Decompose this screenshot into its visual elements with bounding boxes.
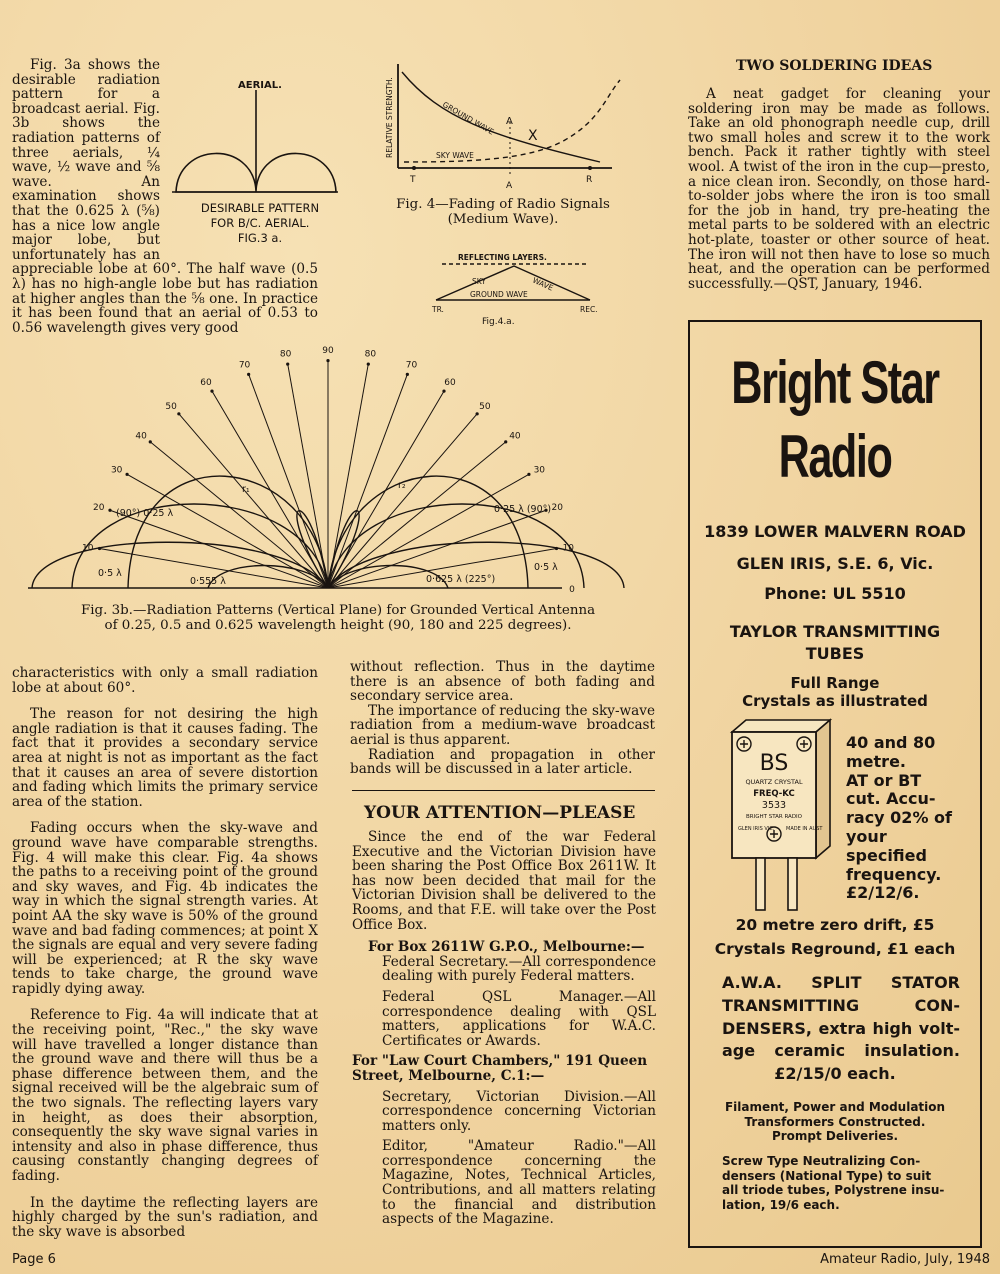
soldering-body [688, 87, 990, 303]
ad-taylor-2: TUBES [805, 644, 865, 663]
intro-paragraph: Fig. 3a shows the desirable radiation pattern for a broadcast aerial. Fig. 3b shows the radiation patterns of three aerials, ¼ wave, ½ wave and ⅝ wave. An examination shows that the 0.625 λ (⅝) has a nice low angle major lobe, but unfortunately has an appreciable lobe at 60°. The half wave (0.5 λ) has no high-angle lobe but has radiation at higher angles than the ⅝ one. In practice it has been found that an aerial of 0.53 to 0.56 wavelength gives very good [12, 57, 318, 336]
ad-address-1: 1839 LOWER MALVERN ROAD [704, 522, 966, 541]
spec-line-2: metre. [846, 751, 906, 771]
fig4-graph [380, 58, 630, 192]
ad-phone: Phone: UL 5510 [764, 584, 906, 603]
fig3b-tick-left-10: 10 [81, 543, 94, 554]
fig3b-radial-dot-30 [527, 473, 530, 476]
fig3b-tick-left-80: 80 [279, 349, 292, 360]
fig3b-radial-dot-150 [125, 473, 128, 476]
col2-para-3: Radiation and propagation in other bands will be discussed in a later article. [350, 746, 655, 778]
fig3b-radial-dot-110 [247, 373, 250, 376]
fig3b-diagram [20, 340, 650, 608]
attention-title: YOUR ATTENTION—PLEASE [364, 803, 636, 823]
fig4a-layers-label: REFLECTING LAYERS. [458, 253, 547, 262]
page-number: Page 6 [12, 1252, 56, 1267]
fig3b-radial-dot-50 [476, 412, 479, 415]
screw-line-1: Screw Type Neutralizing Con- [722, 1154, 921, 1168]
fig4a-wave-label: WAVE [531, 275, 555, 293]
crystal-bs: BS [759, 751, 789, 776]
fig3a-line3: FIG.3 a. [237, 231, 283, 245]
fig3b-radial-dot-100 [286, 362, 289, 365]
fig4a-tr-label: TR. [432, 305, 444, 314]
fig4-a-bottom: A [506, 181, 513, 191]
fig3b-caption-line1: Fig. 3b.—Radiation Patterns (Vertical Plane) for Grounded Vertical Antenna [80, 603, 596, 618]
fig3b-tick-right-70: 70 [405, 360, 418, 371]
fig3b-tick-right-0: 0 [569, 585, 575, 595]
ad-drift: 20 metre zero drift, £5 [735, 916, 935, 934]
fig4a-rec-label: REC. [580, 305, 598, 314]
fig3b-radial-dot-90 [326, 359, 329, 362]
fig3b-label-q-right: 0·25 λ (90°) [494, 504, 552, 515]
spec-line-5: racy 02% of [846, 808, 952, 828]
fig4a-ground-label: GROUND WAVE [470, 290, 528, 299]
col2-para-1: without reflection. Thus in the daytime there is an absence of both fading and secondary service area. [350, 659, 655, 705]
ad-brand-line1: Bright Star [731, 349, 939, 416]
spec-line-6: your [846, 826, 887, 846]
soldering-title: TWO SOLDERING IDEAS [736, 58, 933, 74]
filament-line-2: Transformers Constructed. [744, 1114, 926, 1129]
attention-sub-1: For Box 2611W G.P.O., Melbourne:— [368, 939, 645, 956]
fig3b-label-mid: 0·555 λ [190, 576, 226, 587]
ad-awa [722, 972, 960, 1063]
attention-item-2: Federal QSL Manager.—All correspondence dealing with QSL matters, applications for W.A.C. Certificates or Awards. [382, 988, 656, 1049]
fig3b-tick-left-50: 50 [165, 401, 177, 412]
fig3b-label-q-left: (90°) 0·25 λ [116, 508, 174, 519]
col1-para-1: characteristics with only a small radiation lobe at about 60°. [12, 665, 318, 696]
ad-price: £2/15/0 each. [774, 1064, 896, 1083]
fig3b-tick-left-70: 70 [238, 360, 251, 371]
spec-line-8: frequency. [846, 864, 942, 884]
col1-para-5: In the daytime the reflecting layers are highly charged by the sun's radiation, and the sky wave is absorbed [12, 1194, 318, 1240]
attention-item-4: Editor, "Amateur Radio."—All correspondence concerning the Magazine, Notes, Technical Articles, Contributions, and all matters relating to the financial and distribution aspects of the Magazine. [382, 1138, 656, 1228]
screw-line-3: all triode tubes, Polystrene insu- [722, 1183, 945, 1198]
crystal-quartz: QUARTZ CRYSTAL [745, 778, 803, 786]
ad-reground: Crystals Reground, £1 each [714, 940, 956, 958]
filament-line-1: Filament, Power and Modulation [724, 1100, 946, 1114]
fig3b-tick-right-60: 60 [444, 377, 456, 388]
col2-para-2: The importance of reducing the sky-wave radiation from a medium-wave broadcast aerial is thus apparent. [350, 702, 655, 748]
fig4-r-label: R [586, 175, 593, 185]
crystal-number: 3533 [761, 800, 787, 811]
fig3a-aerial-label: AERIAL. [238, 80, 282, 91]
ad-range-1: Full Range [790, 674, 880, 692]
fig3b-radial-dot-130 [177, 412, 180, 415]
fig3a-diagram [168, 70, 338, 250]
bright-star-advert [688, 320, 982, 1248]
fig4-caption-line2: (Medium Wave). [447, 211, 559, 227]
screw-line-2: densers (National Type) to suit [722, 1168, 932, 1183]
crystal-freq: FREQ-KC [753, 789, 795, 799]
awa-line-3: DENSERS, extra high volt- [722, 1018, 960, 1038]
col1-para-4: Reference to Fig. 4a will indicate that at the receiving point, "Rec.," the sky wave will have travelled a longer distance than the ground wave and there will thus be a phase difference between them, and the signal received will be the algebraic sum of the two signals. The reflecting layers vary in height, as does their absorption, consequently the sky wave signal varies in intensity and also in phase difference, thus causing constantly changing degrees of fading. [12, 1007, 318, 1184]
fig3b-tick-right-30: 30 [533, 465, 546, 476]
crystal-spec [846, 734, 952, 903]
col1-para-3: Fading occurs when the sky-wave and ground wave have comparable strengths. Fig. 4 will make this clear. Fig. 4a shows the paths to a receiving point of the ground and sky waves, and Fig. 4b indicates the way in which the signal strength varies. At point AA the sky wave is 50% of the ground wave and bad fading commences; at point X the signals are equal and very severe fading will be experienced; at R the sky wave tends to take charge, the ground wave rapidly dying away. [12, 820, 318, 997]
fig4a-sky-label: SKY [472, 277, 486, 286]
fig4a-diagram [420, 250, 610, 330]
fig3b-radial-dot-70 [406, 373, 409, 376]
attention-sub-2: For "Law Court Chambers," 191 Queen Street, Melbourne, C.1:— [352, 1053, 648, 1084]
col1-para-2: The reason for not desiring the high angle radiation is that it causes fading. The fact that it provides a secondary service area at night is not as important as the fact that it causes an area of severe distortion and fading which limits the primary service area of the station. [12, 706, 318, 810]
filament-line-3: Prompt Deliveries. [771, 1129, 899, 1144]
awa-line-2: TRANSMITTING CON- [722, 995, 960, 1015]
fig3b-label-half-right: 0·5 λ [534, 562, 558, 573]
fig4-t-label: T [410, 175, 416, 185]
spec-line-9: £2/12/6. [846, 883, 920, 903]
screw-line-4: lation, 19/6 each. [722, 1197, 840, 1212]
fig3b-tick-left-60: 60 [200, 377, 212, 388]
fig3b-tick-left-20: 20 [92, 503, 105, 514]
fig4-ylabel: RELATIVE STRENGTH. [385, 77, 394, 158]
fig3b-caption [18, 604, 658, 633]
fig3b-tick-right-90: 90 [322, 345, 334, 356]
spec-line-7: specified [846, 845, 927, 865]
ad-address-2: GLEN IRIS, S.E. 6, Vic. [736, 554, 934, 573]
soldering-paragraph: A neat gadget for cleaning your soldering iron may be made as follows. Take an old phonograph needle cup, drill two small holes and screw it to the work bench. Pack it rather tightly with steel wool. A twist of the iron in the cup—presto, a nice clean iron. Secondly, on those hard-to-solder jobs where the iron is too small for the job in hand, try pre-heating the metal parts to be soldered with an electric hot-plate, toaster or other source of heat. The iron will not then have to lose so much heat, and the operation can be performed successfully.—QST, January, 1946. [688, 86, 990, 292]
fig3b-tick-left-30: 30 [110, 465, 123, 476]
fig4-x-label: X [528, 128, 538, 144]
fig3b-tick-right-80: 80 [364, 349, 377, 360]
fig4-caption [372, 198, 634, 227]
fig3b-tick-right-40: 40 [509, 431, 521, 442]
column-2 [350, 660, 655, 789]
spec-line-1: 40 and 80 [846, 733, 936, 752]
attention-intro: Since the end of the war Federal Executive and the Victorian Division have been sharing the Post Office Box 2611W. It has now been decided that mail for the Victorian Division shall be delivered to the Rooms, and that F.E. will take over the Post Office Box. [352, 829, 656, 933]
fig3b-radial-dot-60 [442, 390, 445, 393]
awa-line-4: age ceramic insulation. [722, 1041, 960, 1061]
fig3b-tick-left-40: 40 [135, 431, 147, 442]
spec-line-4: cut. Accu- [846, 789, 936, 809]
ad-taylor-1: TAYLOR TRANSMITTING [729, 622, 941, 641]
crystal-made: MADE IN AUST [786, 826, 823, 832]
fig3b-radial-dot-160 [108, 509, 111, 512]
fig4a-fig-label: Fig.4.a. [482, 317, 515, 327]
awa-line-1: A.W.A. SPLIT STATOR [722, 973, 960, 992]
attention-item-1: Federal Secretary.—All correspondence dealing with purely Federal matters. [382, 953, 656, 985]
fig3a-line1: DESIRABLE PATTERN [200, 201, 320, 215]
fig3b-label-half-left: 0·5 λ [98, 568, 122, 579]
fig3b-tick-right-50: 50 [479, 401, 491, 412]
fig3b-radial-dot-80 [367, 362, 370, 365]
fig3b-label-big: 0·625 λ (225°) [426, 574, 496, 585]
ad-filament [690, 1100, 980, 1144]
fig4-caption-line1: Fig. 4—Fading of Radio Signals [396, 197, 610, 212]
crystal-glen: GLEN IRIS VIC. [738, 826, 775, 832]
ad-range-2: Crystals as illustrated [742, 692, 928, 710]
attention-item-3: Secretary, Victorian Division.—All correspondence concerning Victorian matters only. [382, 1088, 656, 1134]
crystal-illustration [726, 718, 836, 914]
fig3a-line2: FOR B/C. AERIAL. [210, 216, 310, 230]
fig3b-tick-right-10: 10 [562, 543, 575, 554]
fig4-a-top: A [506, 116, 513, 127]
fig4-sky-label: SKY WAVE [436, 151, 474, 160]
ad-brand-line2: Radio [778, 423, 892, 490]
attention-body [352, 830, 656, 1233]
fig3b-radial-dot-140 [149, 440, 152, 443]
fig3b-radial-dot-40 [504, 440, 507, 443]
magazine-date: Amateur Radio, July, 1948 [820, 1252, 990, 1267]
column-1 [12, 666, 318, 1251]
fig3b-tick-right-20: 20 [551, 503, 564, 514]
attention-rule [352, 790, 655, 791]
ad-screw [722, 1154, 960, 1212]
fig3b-caption-line2: of 0.25, 0.5 and 0.625 wavelength height (90, 180 and 225 degrees). [104, 617, 572, 633]
fig3b-label-r1: r₁ [242, 484, 250, 495]
fig3b-label-r2: r₂ [398, 480, 406, 491]
fig4-ground-label: GROUND WAVE [441, 99, 496, 137]
fig3b-radial-dot-120 [210, 390, 213, 393]
crystal-maker: BRIGHT STAR RADIO [745, 814, 803, 820]
spec-line-3: AT or BT [846, 770, 922, 790]
